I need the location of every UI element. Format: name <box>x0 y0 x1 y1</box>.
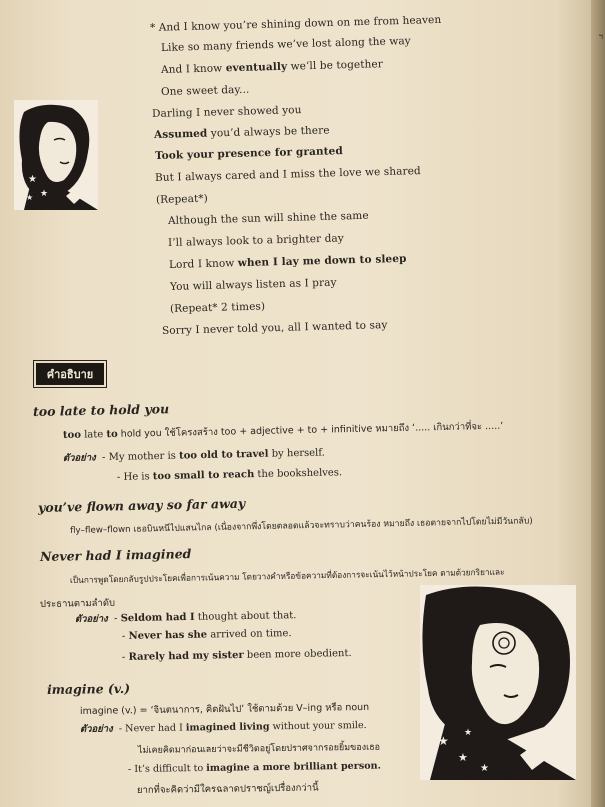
term-flown-away: you’ve flown away so far away <box>37 495 246 515</box>
svg-text:★: ★ <box>26 193 34 202</box>
example-never-had-3: - Rarely had my sister been more obedient. <box>121 647 352 663</box>
small-portrait-illustration <box>14 100 98 210</box>
example-label: ตัวอย่าง <box>62 452 96 464</box>
example-label: ตัวอย่าง <box>74 613 108 625</box>
example-imagine-2: - It’s difficult to imagine a more brilliant person. <box>127 760 382 775</box>
example-too-late-2: - He is too small to reach the bookshelves. <box>116 467 343 483</box>
lyric-line: * And I know you’re shining down on me from heaven <box>149 13 442 34</box>
svg-text:★: ★ <box>430 634 441 648</box>
example-never-had-1: ตัวอย่าง - Seldom had I thought about that. <box>74 610 297 625</box>
desc-never-had-2: ประธานตามลำดับ <box>39 597 116 610</box>
desc-imagine: imagine (v.) = ‘จินตนาการ, คิดฝันไป’ ใช้ตามด้วย V–ing หรือ noun <box>79 701 370 717</box>
lyric-line: One sweet day... <box>160 83 250 98</box>
svg-text:★: ★ <box>28 174 37 185</box>
desc-never-had-1: เป็นการพูดโดยกลับรูปประโยคเพื่อการเน้นความ โดยวางคำหรือข้อความที่ต้องการจะเน้นไว้หน้าประโยค ตามด้วยกริยาและ <box>69 566 505 585</box>
term-imagine: imagine (v.) <box>46 680 131 697</box>
lyric-line: You will always listen as I pray <box>169 276 337 293</box>
example-imagine-1-thai: ไม่เคยคิดมาก่อนเลยว่าจะมีชีวิตอยู่โดยปราศจากรอยยิ้มของเธอ <box>137 742 381 756</box>
svg-text:★: ★ <box>40 189 49 199</box>
example-imagine-1: ตัวอย่าง - Never had I imagined living without your smile. <box>79 719 367 735</box>
svg-text:★: ★ <box>458 751 468 764</box>
term-never-had: Never had I imagined <box>39 546 192 564</box>
lyric-line: But I always cared and I miss the love we shared <box>154 165 421 184</box>
lyric-line: Took your presence for granted <box>154 145 343 162</box>
svg-text:★: ★ <box>464 728 473 738</box>
svg-text:★: ★ <box>442 663 452 676</box>
portrait-drawing-large <box>420 585 576 780</box>
lyric-line: And I know eventually we’ll be together <box>160 58 384 76</box>
lyric-line: (Repeat*) <box>155 192 209 206</box>
term-too-late: too late to hold you <box>32 401 170 419</box>
lyric-line: (Repeat* 2 times) <box>169 300 266 315</box>
example-never-had-2: - Never has she arrived on time. <box>121 628 292 642</box>
large-portrait-illustration <box>420 585 576 780</box>
lyric-line: I’ll always look to a brighter day <box>167 232 345 249</box>
lyric-line: Sorry I never told you, all I wanted to say <box>161 319 388 337</box>
example-too-late-1: ตัวอย่าง - My mother is too old to travel by herself. <box>62 447 325 464</box>
example-label: ตัวอย่าง <box>79 723 113 735</box>
section-heading: คำอธิบาย <box>36 363 104 385</box>
lyric-line: Assumed you’d always be there <box>153 124 330 141</box>
svg-text:★: ★ <box>480 763 489 774</box>
desc-too-late: too late to hold you ใช้โครงสร้าง too + adjective + to + infinitive หมายถึง ‘..... เกินกว่าที่จะ .....’ <box>62 420 504 441</box>
lyric-line: Although the sun will shine the same <box>167 209 369 227</box>
lyric-line: Darling I never showed you <box>151 104 302 120</box>
desc-flown-away: fly–flew–flown เธอบินหนีไปแสนไกล (เนื่องจากพึ่งโดยตลอดแล้วจะทราบว่าคนร้อง หมายถึง เธอตายจากไปโดยไม่มีวันกลับ) <box>69 516 533 536</box>
example-imagine-2-thai: ยากที่จะคิดว่ามีใครฉลาดปราชญ์เปรื่องกว่านี้ <box>136 782 319 796</box>
portrait-drawing <box>14 100 98 210</box>
lyric-line: Like so many friends we’ve lost along the way <box>160 35 411 54</box>
edge-mark: ฯ <box>598 32 603 41</box>
lyric-line: Lord I know when I lay me down to sleep <box>168 252 407 271</box>
page-edge <box>591 0 605 807</box>
section-heading-box <box>33 360 107 388</box>
svg-text:★: ★ <box>438 734 449 748</box>
